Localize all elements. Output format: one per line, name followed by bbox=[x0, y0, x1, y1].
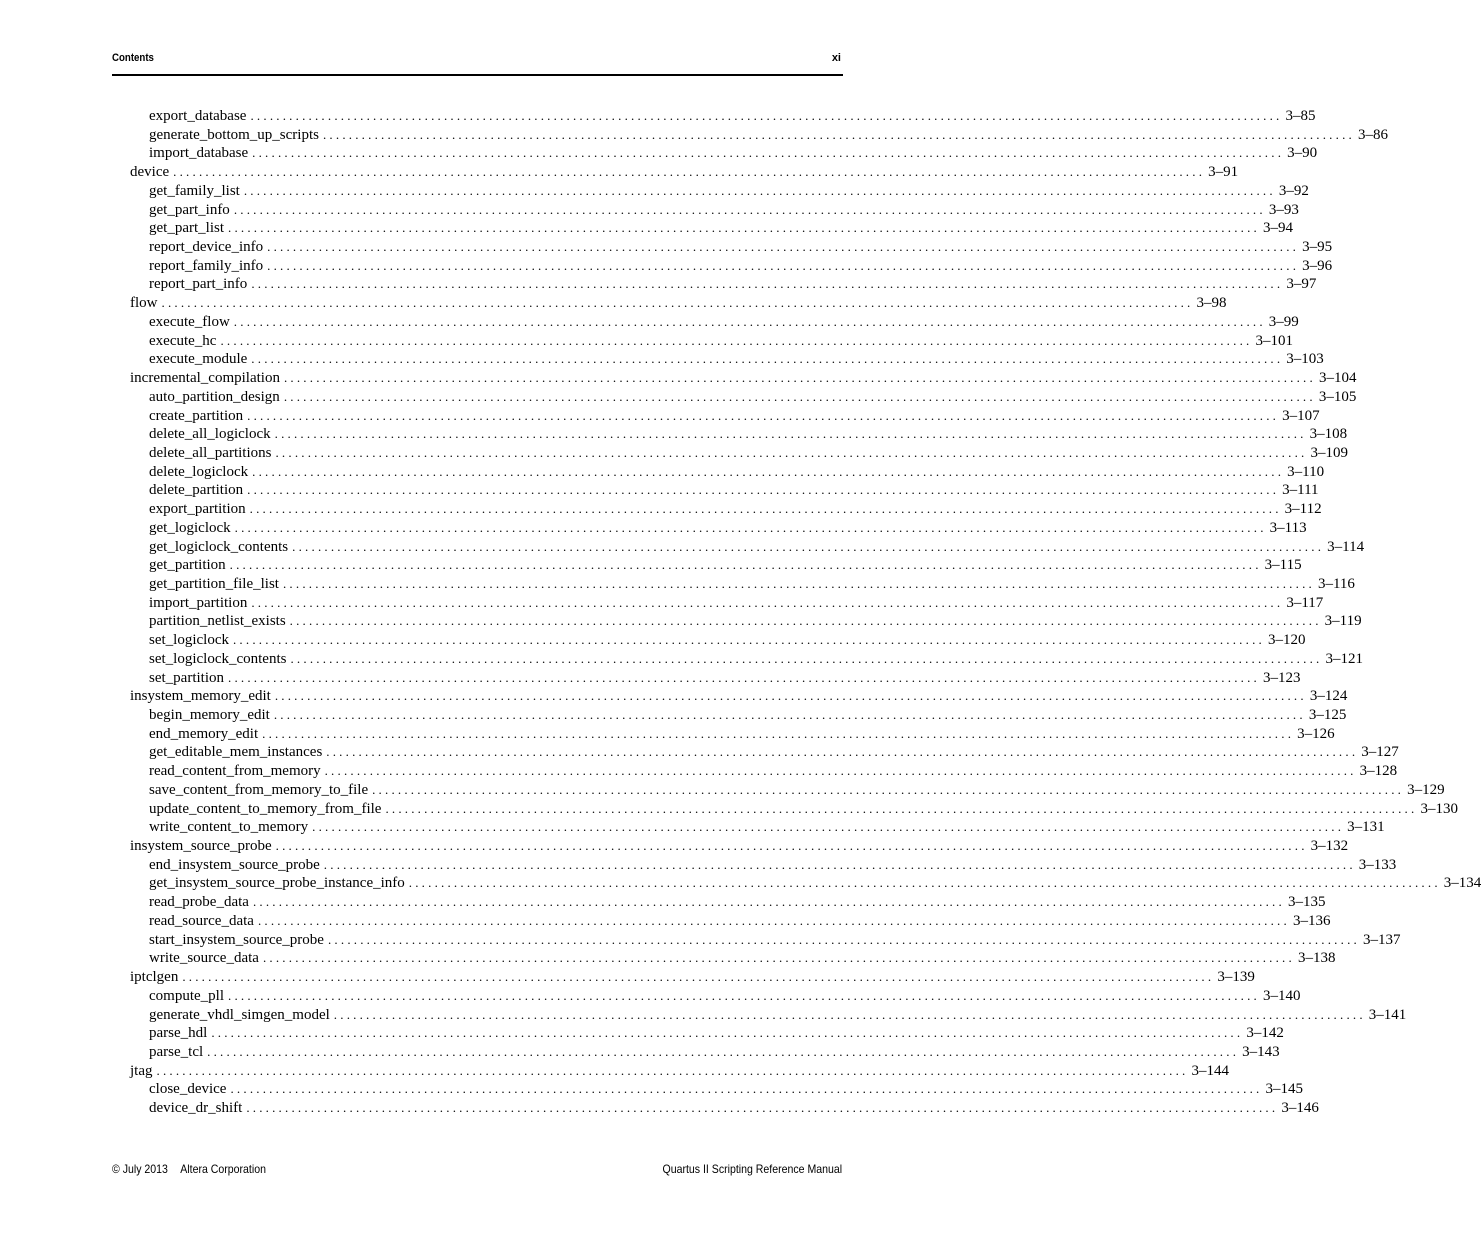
dot-leader: ................................................................................................................................................................ bbox=[283, 388, 1316, 404]
dot-leader: ................................................................................................................................................................ bbox=[326, 744, 1359, 760]
section-title: Contents bbox=[112, 52, 154, 64]
toc-entry-page: 3–121 bbox=[1325, 650, 1363, 667]
toc-entry-page: 3–117 bbox=[1286, 594, 1324, 611]
toc-entry-label: get_insystem_source_probe_instance_info bbox=[149, 875, 405, 892]
manual-title: Quartus II Scripting Reference Manual bbox=[662, 1162, 842, 1176]
dot-leader: ................................................................................................................................................................ bbox=[251, 276, 1284, 292]
toc-entry-label: iptclgen bbox=[130, 969, 179, 986]
toc-entry-page: 3–134 bbox=[1443, 875, 1481, 892]
toc-entry-page: 3–96 bbox=[1302, 257, 1333, 274]
toc-entry-label: read_source_data bbox=[149, 912, 254, 929]
toc-entry-label: get_partition_file_list bbox=[149, 575, 279, 592]
toc-entry[interactable] bbox=[112, 949, 1336, 968]
toc-entry[interactable] bbox=[112, 706, 1347, 725]
toc-entry-page: 3–105 bbox=[1318, 388, 1357, 405]
toc-entry[interactable] bbox=[112, 481, 1319, 500]
toc-entry[interactable] bbox=[112, 556, 1302, 575]
toc-entry-label: write_content_to_memory bbox=[149, 819, 309, 836]
header-divider bbox=[112, 74, 843, 76]
toc-entry-page: 3–140 bbox=[1263, 987, 1301, 1004]
toc-entry[interactable] bbox=[112, 650, 1363, 669]
toc-entry-page: 3–125 bbox=[1308, 707, 1347, 723]
dot-leader: ................................................................................................................................................................ bbox=[211, 1025, 1244, 1041]
dot-leader: ................................................................................................................................................................ bbox=[290, 650, 1323, 666]
toc-entry-page: 3–127 bbox=[1361, 744, 1399, 761]
toc-entry-page: 3–95 bbox=[1302, 239, 1333, 256]
toc-entry[interactable] bbox=[112, 201, 1299, 220]
copyright-text: © July 2013 bbox=[112, 1162, 168, 1176]
dot-leader: ................................................................................................................................................................ bbox=[262, 950, 1295, 966]
toc-entry-label: device_dr_shift bbox=[149, 1100, 243, 1117]
toc-entry[interactable] bbox=[112, 837, 1349, 856]
toc-entry[interactable] bbox=[112, 743, 1399, 762]
dot-leader: ................................................................................................................................................................ bbox=[233, 313, 1266, 329]
dot-leader: ................................................................................................................................................................ bbox=[408, 875, 1441, 891]
toc-entry-label: import_partition bbox=[149, 594, 248, 611]
toc-entry[interactable] bbox=[112, 612, 1362, 631]
toc-entry-page: 3–107 bbox=[1282, 407, 1320, 424]
toc-entry[interactable] bbox=[112, 669, 1301, 688]
toc-entry-label: parse_hdl bbox=[149, 1025, 208, 1042]
toc-entry-label: get_partition bbox=[149, 557, 226, 574]
toc-entry-page: 3–144 bbox=[1191, 1062, 1229, 1079]
dot-leader: ................................................................................................................................................................ bbox=[252, 463, 1285, 479]
dot-leader: ................................................................................................................................................................ bbox=[182, 969, 1215, 985]
toc-entry[interactable] bbox=[112, 538, 1365, 557]
toc-entry[interactable] bbox=[112, 912, 1331, 931]
dot-leader: ................................................................................................................................................................ bbox=[156, 1062, 1189, 1078]
toc-entry[interactable] bbox=[112, 631, 1306, 650]
toc-entry-label: export_partition bbox=[149, 501, 246, 518]
dot-leader: ................................................................................................................................................................ bbox=[267, 257, 1300, 273]
dot-leader: ................................................................................................................................................................ bbox=[234, 519, 1267, 535]
toc-entry-page: 3–98 bbox=[1196, 295, 1227, 312]
toc-entry-label: set_logiclock bbox=[149, 632, 229, 649]
toc-entry-label: delete_partition bbox=[149, 482, 244, 499]
dot-leader: ................................................................................................................................................................ bbox=[250, 108, 1283, 123]
toc-entry-label: jtag bbox=[130, 1062, 153, 1079]
footer-left bbox=[112, 1162, 266, 1176]
dot-leader: ................................................................................................................................................................ bbox=[275, 444, 1308, 460]
toc-entry-page: 3–99 bbox=[1268, 313, 1299, 330]
toc-entry[interactable] bbox=[112, 219, 1293, 238]
toc-entry[interactable] bbox=[112, 238, 1333, 257]
toc-entry[interactable] bbox=[112, 182, 1309, 201]
toc-entry-label: begin_memory_edit bbox=[149, 707, 270, 723]
dot-leader: ................................................................................................................................................................ bbox=[220, 332, 1253, 348]
dot-leader: ................................................................................................................................................................ bbox=[274, 426, 1307, 442]
toc-entry-page: 3–137 bbox=[1362, 931, 1401, 948]
toc-entry-label: partition_netlist_exists bbox=[149, 613, 286, 630]
dot-leader: ................................................................................................................................................................ bbox=[232, 632, 1265, 648]
toc-entry-label: report_part_info bbox=[149, 276, 248, 293]
dot-leader: ................................................................................................................................................................ bbox=[273, 707, 1306, 722]
toc-entry-page: 3–103 bbox=[1286, 351, 1324, 368]
toc-entry-label: get_editable_mem_instances bbox=[149, 744, 323, 761]
toc-entry-page: 3–139 bbox=[1217, 969, 1255, 986]
dot-leader: ................................................................................................................................................................ bbox=[275, 838, 1308, 854]
dot-leader: ................................................................................................................................................................ bbox=[228, 220, 1260, 236]
toc-entry-label: save_content_from_memory_to_file bbox=[149, 781, 369, 798]
toc-entry[interactable] bbox=[112, 818, 1385, 837]
toc-entry[interactable] bbox=[112, 1043, 1280, 1062]
toc-entry-page: 3–126 bbox=[1297, 725, 1335, 742]
toc-entry-label: end_memory_edit bbox=[149, 725, 259, 742]
toc-entry-page: 3–92 bbox=[1278, 182, 1309, 199]
toc-entry-page: 3–130 bbox=[1420, 800, 1458, 817]
dot-leader: ................................................................................................................................................................ bbox=[207, 1043, 1240, 1059]
toc-entry-page: 3–101 bbox=[1255, 332, 1293, 349]
table-of-contents bbox=[112, 107, 1481, 1118]
toc-entry[interactable] bbox=[112, 594, 1324, 613]
toc-entry-page: 3–104 bbox=[1318, 370, 1357, 387]
dot-leader: ................................................................................................................................................................ bbox=[247, 482, 1280, 498]
toc-entry-page: 3–138 bbox=[1297, 950, 1336, 967]
toc-entry[interactable] bbox=[112, 1099, 1319, 1118]
toc-entry[interactable] bbox=[112, 144, 1318, 163]
dot-leader: ................................................................................................................................................................ bbox=[324, 763, 1357, 779]
toc-entry-label: write_source_data bbox=[149, 950, 259, 967]
toc-entry[interactable] bbox=[112, 1080, 1303, 1099]
toc-entry-label: create_partition bbox=[149, 407, 244, 424]
toc-entry-page: 3–145 bbox=[1265, 1081, 1303, 1098]
toc-entry[interactable] bbox=[112, 931, 1401, 950]
toc-entry-page: 3–90 bbox=[1287, 145, 1318, 162]
dot-leader: ................................................................................................................................................................ bbox=[267, 239, 1300, 255]
toc-entry[interactable] bbox=[112, 350, 1324, 369]
toc-entry-label: insystem_memory_edit bbox=[130, 688, 271, 705]
toc-entry[interactable] bbox=[112, 294, 1227, 313]
dot-leader: ................................................................................................................................................................ bbox=[249, 501, 1282, 517]
dot-leader: ................................................................................................................................................................ bbox=[251, 351, 1284, 367]
dot-leader: ................................................................................................................................................................ bbox=[385, 800, 1418, 816]
toc-entry-label: auto_partition_design bbox=[149, 388, 280, 405]
toc-entry-label: execute_hc bbox=[149, 332, 217, 349]
dot-leader: ................................................................................................................................................................ bbox=[233, 201, 1266, 217]
toc-entry[interactable] bbox=[112, 332, 1293, 351]
toc-entry-page: 3–142 bbox=[1246, 1025, 1284, 1042]
toc-entry[interactable] bbox=[112, 463, 1325, 482]
toc-entry-label: import_database bbox=[149, 145, 249, 162]
toc-entry-page: 3–91 bbox=[1208, 164, 1239, 181]
toc-entry-label: compute_pll bbox=[149, 987, 224, 1004]
dot-leader: ................................................................................................................................................................ bbox=[312, 819, 1345, 835]
dot-leader: ................................................................................................................................................................ bbox=[230, 1081, 1263, 1097]
toc-entry-page: 3–136 bbox=[1292, 912, 1331, 929]
toc-entry[interactable] bbox=[112, 163, 1239, 182]
toc-entry-label: parse_tcl bbox=[149, 1043, 204, 1060]
toc-entry[interactable] bbox=[112, 313, 1299, 332]
toc-entry-page: 3–146 bbox=[1281, 1100, 1319, 1117]
toc-entry[interactable] bbox=[112, 687, 1348, 706]
toc-entry[interactable] bbox=[112, 575, 1355, 594]
toc-entry-label: read_probe_data bbox=[149, 894, 249, 911]
dot-leader: ................................................................................................................................................................ bbox=[228, 669, 1260, 685]
page-number: xi bbox=[831, 52, 841, 64]
toc-entry[interactable] bbox=[112, 107, 1316, 126]
toc-entry[interactable] bbox=[112, 1006, 1407, 1025]
toc-entry-label: get_family_list bbox=[149, 182, 240, 199]
dot-leader: ................................................................................................................................................................ bbox=[262, 725, 1295, 741]
toc-entry-page: 3–114 bbox=[1327, 538, 1365, 555]
toc-entry[interactable] bbox=[112, 500, 1322, 519]
toc-entry-label: execute_flow bbox=[149, 313, 230, 330]
dot-leader: ................................................................................................................................................................ bbox=[247, 407, 1280, 423]
toc-entry-label: delete_all_logiclock bbox=[149, 426, 271, 443]
toc-entry-label: flow bbox=[130, 295, 158, 312]
toc-entry[interactable] bbox=[112, 369, 1357, 388]
toc-entry-label: close_device bbox=[149, 1081, 227, 1098]
toc-entry-label: get_part_list bbox=[149, 220, 224, 237]
dot-leader: ................................................................................................................................................................ bbox=[283, 370, 1316, 386]
toc-entry[interactable] bbox=[112, 762, 1398, 781]
toc-entry-label: generate_bottom_up_scripts bbox=[149, 126, 319, 143]
dot-leader: ................................................................................................................................................................ bbox=[246, 1100, 1279, 1116]
toc-entry[interactable] bbox=[112, 987, 1301, 1006]
toc-entry-page: 3–110 bbox=[1287, 463, 1325, 480]
dot-leader: ................................................................................................................................................................ bbox=[333, 1006, 1366, 1022]
toc-entry-label: set_logiclock_contents bbox=[149, 650, 287, 667]
dot-leader: ................................................................................................................................................................ bbox=[229, 557, 1262, 573]
toc-entry[interactable] bbox=[112, 725, 1335, 744]
toc-entry-page: 3–109 bbox=[1310, 444, 1348, 461]
toc-entry[interactable] bbox=[112, 800, 1458, 819]
toc-entry-page: 3–133 bbox=[1358, 856, 1397, 873]
toc-entry-label: device bbox=[130, 164, 170, 181]
company-name: Altera Corporation bbox=[180, 1162, 266, 1176]
toc-entry-page: 3–131 bbox=[1347, 819, 1385, 836]
toc-entry-page: 3–85 bbox=[1285, 108, 1316, 124]
toc-entry-label: set_partition bbox=[149, 669, 224, 686]
toc-entry[interactable] bbox=[112, 1062, 1229, 1081]
toc-entry[interactable] bbox=[112, 1024, 1284, 1043]
toc-entry-page: 3–111 bbox=[1282, 482, 1319, 499]
toc-entry-page: 3–93 bbox=[1268, 201, 1299, 218]
dot-leader: ................................................................................................................................................................ bbox=[372, 781, 1405, 797]
toc-entry[interactable] bbox=[112, 968, 1255, 987]
toc-entry-page: 3–129 bbox=[1407, 781, 1445, 798]
toc-entry[interactable] bbox=[112, 275, 1317, 294]
toc-entry-label: get_logiclock_contents bbox=[149, 538, 289, 555]
toc-entry[interactable] bbox=[112, 893, 1326, 912]
dot-leader: ................................................................................................................................................................ bbox=[274, 688, 1307, 704]
toc-entry-page: 3–128 bbox=[1359, 763, 1398, 780]
toc-entry-page: 3–143 bbox=[1242, 1043, 1280, 1060]
toc-entry-label: end_insystem_source_probe bbox=[149, 856, 320, 873]
toc-entry-label: get_part_info bbox=[149, 201, 230, 218]
dot-leader: ................................................................................................................................................................ bbox=[252, 894, 1285, 910]
toc-entry[interactable] bbox=[112, 425, 1348, 444]
dot-leader: ................................................................................................................................................................ bbox=[289, 613, 1322, 629]
dot-leader: ................................................................................................................................................................ bbox=[228, 987, 1260, 1003]
toc-entry-label: generate_vhdl_simgen_model bbox=[149, 1006, 330, 1023]
toc-entry[interactable] bbox=[112, 407, 1320, 426]
dot-leader: ................................................................................................................................................................ bbox=[243, 182, 1276, 198]
toc-entry-page: 3–135 bbox=[1287, 894, 1326, 911]
toc-entry-page: 3–94 bbox=[1263, 220, 1293, 237]
toc-entry-label: get_logiclock bbox=[149, 519, 231, 536]
toc-entry-page: 3–120 bbox=[1267, 632, 1306, 649]
toc-entry-label: report_device_info bbox=[149, 239, 264, 256]
toc-entry-page: 3–115 bbox=[1264, 557, 1302, 574]
toc-entry[interactable] bbox=[112, 388, 1357, 407]
dot-leader: ................................................................................................................................................................ bbox=[251, 594, 1284, 610]
toc-entry[interactable] bbox=[112, 856, 1397, 875]
dot-leader: ................................................................................................................................................................ bbox=[327, 931, 1360, 947]
toc-entry-page: 3–119 bbox=[1324, 613, 1362, 630]
toc-entry-page: 3–116 bbox=[1317, 575, 1355, 592]
dot-leader: ................................................................................................................................................................ bbox=[322, 126, 1355, 142]
toc-entry-label: delete_logiclock bbox=[149, 463, 249, 480]
toc-entry[interactable] bbox=[112, 519, 1307, 538]
toc-entry-page: 3–112 bbox=[1284, 501, 1322, 518]
dot-leader: ................................................................................................................................................................ bbox=[282, 575, 1315, 591]
toc-entry-page: 3–141 bbox=[1368, 1006, 1407, 1023]
toc-entry-label: update_content_to_memory_from_file bbox=[149, 800, 382, 817]
dot-leader: ................................................................................................................................................................ bbox=[252, 145, 1285, 161]
dot-leader: ................................................................................................................................................................ bbox=[323, 856, 1356, 872]
toc-entry[interactable] bbox=[112, 444, 1348, 463]
toc-entry-page: 3–97 bbox=[1286, 276, 1317, 293]
dot-leader: ................................................................................................................................................................ bbox=[161, 295, 1194, 311]
toc-entry-page: 3–113 bbox=[1269, 519, 1307, 536]
toc-entry[interactable] bbox=[112, 126, 1388, 145]
toc-entry-label: incremental_compilation bbox=[130, 370, 280, 387]
toc-entry-page: 3–132 bbox=[1310, 838, 1349, 855]
toc-entry-label: delete_all_partitions bbox=[149, 444, 272, 461]
toc-entry-page: 3–86 bbox=[1357, 126, 1388, 143]
toc-entry-page: 3–123 bbox=[1263, 669, 1301, 686]
toc-entry[interactable] bbox=[112, 874, 1481, 893]
toc-entry-page: 3–108 bbox=[1309, 426, 1348, 443]
toc-entry-label: execute_module bbox=[149, 351, 248, 368]
dot-leader: ................................................................................................................................................................ bbox=[173, 164, 1206, 180]
dot-leader: ................................................................................................................................................................ bbox=[292, 538, 1325, 554]
toc-entry-page: 3–124 bbox=[1309, 688, 1348, 705]
toc-entry-label: report_family_info bbox=[149, 257, 264, 274]
toc-entry-label: export_database bbox=[149, 108, 247, 124]
toc-entry-label: read_content_from_memory bbox=[149, 763, 321, 780]
toc-entry-label: start_insystem_source_probe bbox=[149, 931, 324, 948]
toc-entry-label: insystem_source_probe bbox=[130, 838, 272, 855]
toc-entry[interactable] bbox=[112, 257, 1333, 276]
dot-leader: ................................................................................................................................................................ bbox=[257, 912, 1290, 928]
toc-entry[interactable] bbox=[112, 781, 1445, 800]
